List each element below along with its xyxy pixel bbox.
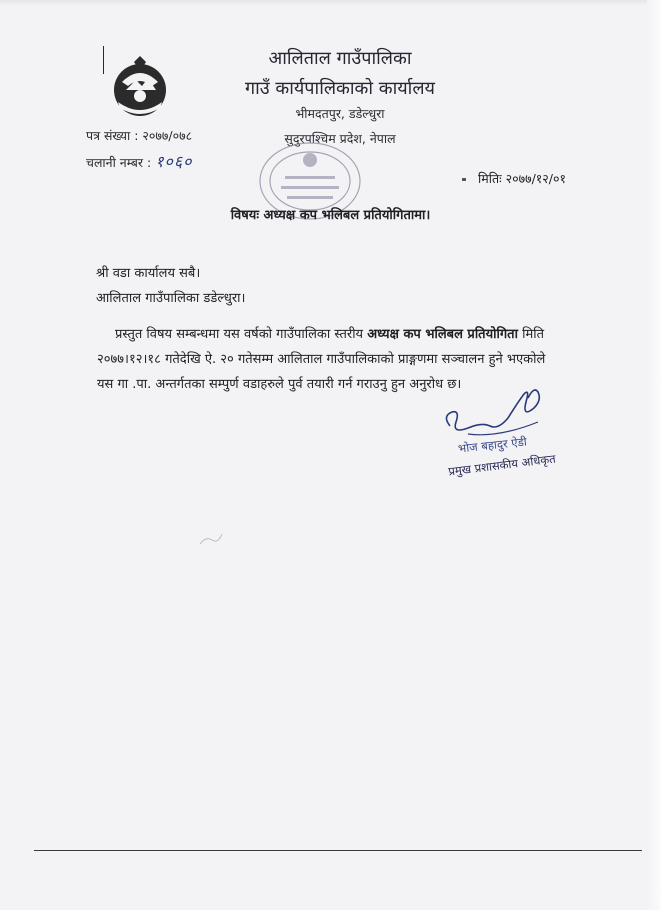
- competition-name: अध्यक्ष कप भलिबल प्रतियोगिता: [367, 327, 518, 342]
- scan-smudge: [198, 530, 224, 550]
- patra-value: २०७७/०७८: [142, 128, 193, 143]
- letter-date: [478, 170, 566, 187]
- signatory-name: भोज बहादुर ऐडी: [457, 434, 528, 456]
- body-line-2: २०७७।१२।१८ गतेदेखि ऐ. २० गतेसम्म आलिताल गाउँपालिकाको प्राङ्गणमा सञ्चालन हुने भएकोले: [97, 352, 546, 367]
- signatory-title: प्रमुख प्रशासकीय अधिकृत: [447, 451, 557, 479]
- date-mark: [462, 178, 466, 181]
- letter-body: [97, 322, 597, 397]
- footer-rule: [34, 850, 642, 851]
- scan-edge-right: [647, 0, 661, 910]
- patra-label: पत्र संख्या :: [86, 128, 139, 143]
- chalani-number: [86, 150, 193, 172]
- office-subtitle: गाउँ कार्यपालिकाको कार्यालय: [245, 78, 435, 99]
- body-line-1-a: प्रस्तुत विषय सम्बन्धमा यस वर्षको गाउँपालिका स्तरीय: [115, 327, 368, 342]
- letter-subject: विषयः अध्यक्ष कप भलिबल प्रतियोगितामा।: [230, 208, 431, 223]
- office-address: भीमदतपुर, डडेल्धुरा: [295, 106, 385, 121]
- body-line-3: यस गा .पा. अन्तर्गतका सम्पुर्ण वडाहरुले पुर्व तयारी गर्न गराउनु हुन अनुरोध छ।: [97, 377, 462, 392]
- margin-mark: [103, 46, 104, 74]
- addressee-line-2: आलिताल गाउँपालिका डडेल्धुरा।: [96, 291, 246, 306]
- date-value: २०७७/१२/०१: [505, 171, 567, 186]
- patra-sankhya: [86, 127, 192, 144]
- office-province: सुदुरपश्चिम प्रदेश, नेपाल: [284, 131, 396, 146]
- office-name: आलिताल गाउँपालिका: [268, 48, 412, 69]
- chalani-value: १०६०: [155, 152, 193, 171]
- nepal-emblem-icon: [108, 56, 172, 120]
- body-line-1: [97, 322, 597, 347]
- date-label: मितिः: [478, 171, 502, 186]
- body-line-1-b: मिति: [517, 327, 545, 342]
- chalani-label: चलानी नम्बर :: [86, 155, 152, 170]
- addressee-line-1: श्री वडा कार्यालय सबै।: [96, 266, 201, 281]
- scan-edge: [0, 0, 661, 6]
